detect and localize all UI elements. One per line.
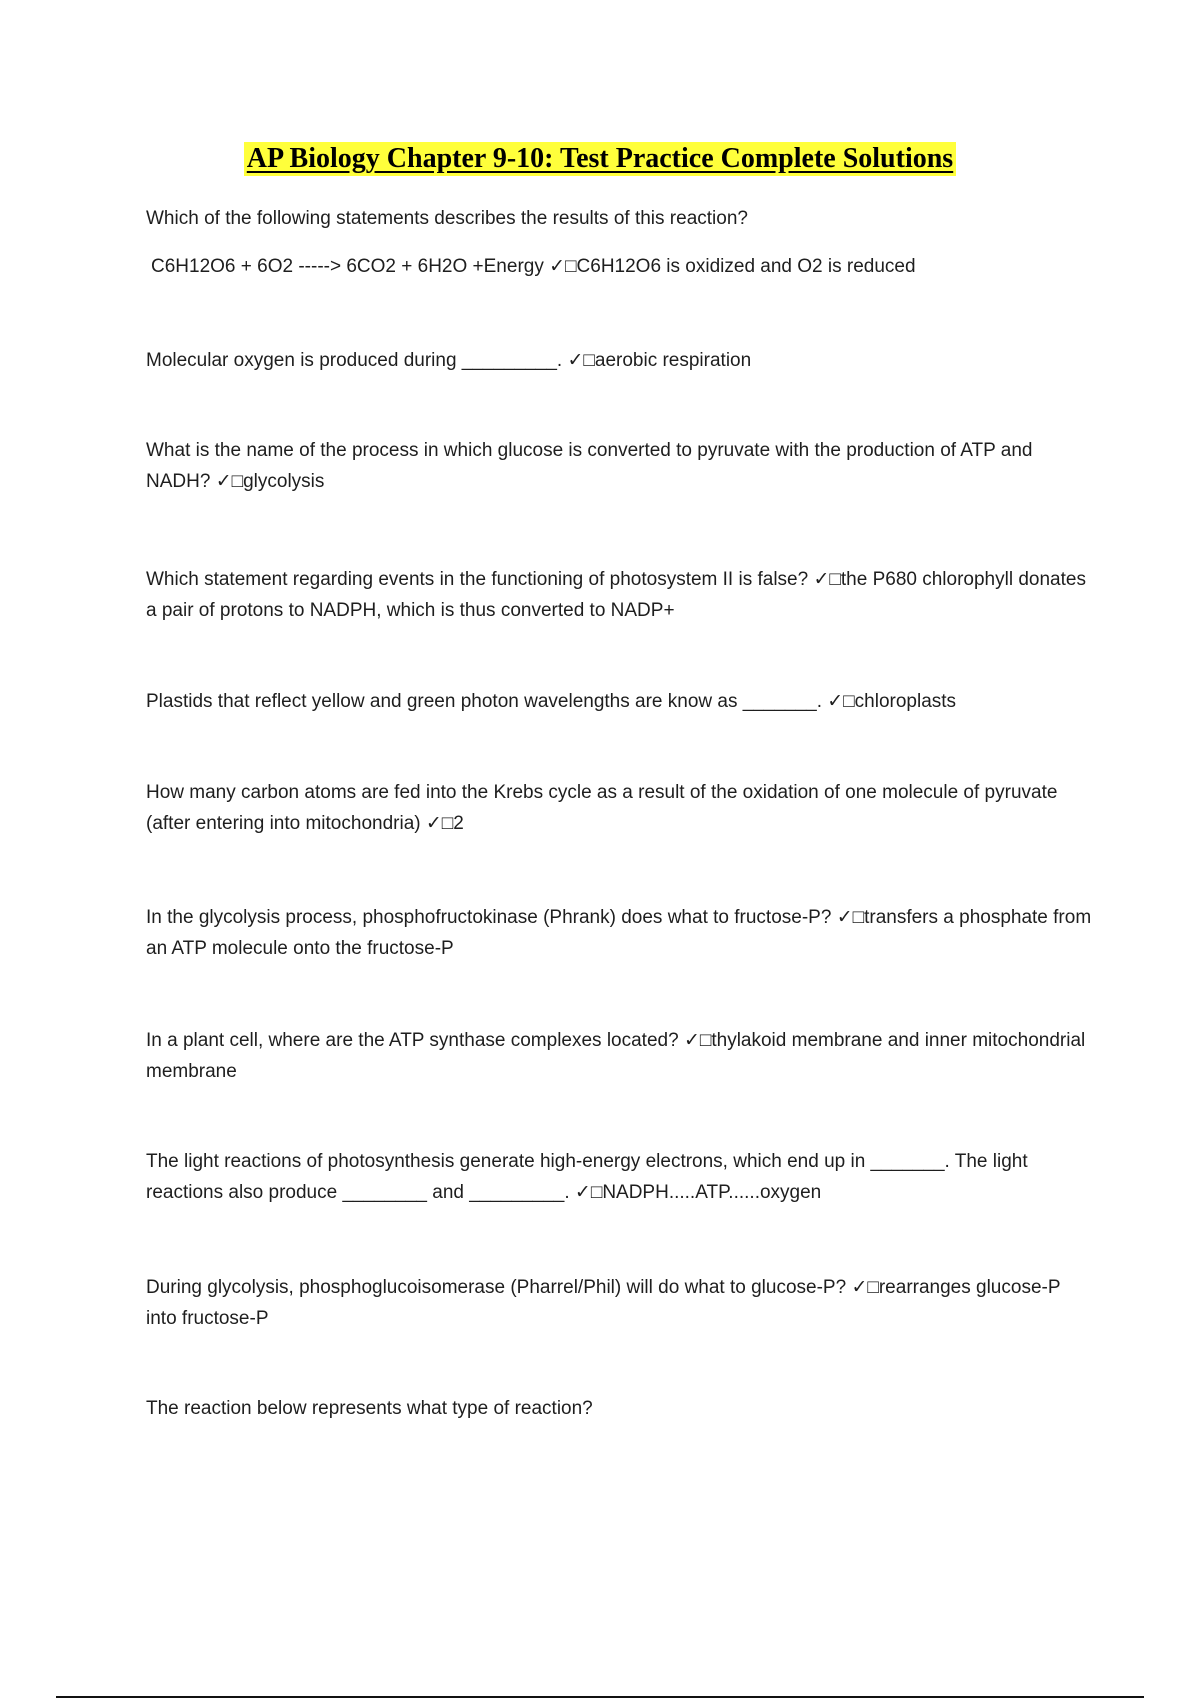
check-mark-icon: ✓□ bbox=[683, 1030, 712, 1051]
qa-item bbox=[146, 777, 1096, 839]
question-text: Which of the following statements describes the results of this reaction? bbox=[146, 208, 748, 229]
check-mark-icon: ✓□ bbox=[574, 1182, 603, 1203]
document-title: AP Biology Chapter 9-10: Test Practice Complete Solutions bbox=[244, 142, 956, 176]
answer-text: 2 bbox=[453, 813, 464, 834]
question-text: During glycolysis, phosphoglucoisomerase (Pharrel/Phil) will do what to glucose-P? bbox=[146, 1277, 847, 1298]
check-mark-icon: ✓□ bbox=[215, 471, 244, 492]
qa-item bbox=[146, 203, 1096, 282]
answer-text: NADPH.....ATP......oxygen bbox=[602, 1182, 822, 1203]
answer-text: C6H12O6 is oxidized and O2 is reduced bbox=[576, 256, 916, 277]
qa-item bbox=[146, 435, 1096, 497]
qa-item bbox=[146, 902, 1096, 964]
question-text: In a plant cell, where are the ATP synthase complexes located? bbox=[146, 1030, 679, 1051]
check-mark-icon: ✓□ bbox=[813, 569, 841, 590]
question-text: How many carbon atoms are fed into the Krebs cycle as a result of the oxidation of one molecule of pyruvate (after entering into mitochondria) bbox=[146, 782, 1058, 834]
qa-item bbox=[146, 564, 1096, 626]
question-text: The reaction below represents what type of reaction? bbox=[146, 1398, 593, 1419]
qa-item bbox=[146, 1393, 1096, 1424]
qa-item bbox=[146, 686, 1096, 717]
question-text: What is the name of the process in which glucose is converted to pyruvate with the production of ATP and NADH? bbox=[146, 440, 1033, 492]
question-text: Which statement regarding events in the functioning of photosystem II is false? bbox=[146, 569, 809, 590]
qa-item bbox=[146, 345, 1096, 376]
question-text: Plastids that reflect yellow and green photon wavelengths are know as _______. bbox=[146, 691, 822, 712]
qa-item bbox=[146, 1025, 1096, 1087]
answer-text: transfers a phosphate from an ATP molecule onto the fructose-P bbox=[146, 907, 1092, 959]
answer-text: the P680 chlorophyll donates a pair of protons to NADPH, which is thus converted to NADP+ bbox=[146, 569, 1086, 621]
answer-text: aerobic respiration bbox=[594, 350, 752, 371]
check-mark-icon: ✓□ bbox=[567, 350, 595, 371]
question-text: Molecular oxygen is produced during _________. bbox=[146, 350, 563, 371]
question-text: The light reactions of photosynthesis generate high-energy electrons, which end up in _______. The light reactions also produce ________ and _________. bbox=[146, 1151, 1028, 1203]
check-mark-icon: ✓□ bbox=[827, 691, 855, 712]
check-mark-icon: ✓□ bbox=[836, 907, 865, 928]
qa-item bbox=[146, 1146, 1096, 1208]
reaction-equation: C6H12O6 + 6O2 -----> 6CO2 + 6H2O +Energy bbox=[151, 256, 544, 277]
page-bottom-rule bbox=[56, 1696, 1144, 1698]
check-mark-icon: ✓□ bbox=[425, 813, 454, 834]
equation-line bbox=[146, 251, 1096, 282]
answer-text: thylakoid membrane and inner mitochondrial membrane bbox=[146, 1030, 1086, 1082]
question-text: In the glycolysis process, phosphofructokinase (Phrank) does what to fructose-P? bbox=[146, 907, 832, 928]
answer-text: chloroplasts bbox=[854, 691, 957, 712]
answer-text: glycolysis bbox=[243, 471, 325, 492]
qa-item bbox=[146, 1272, 1096, 1334]
title-container bbox=[0, 142, 1200, 176]
check-mark-icon: ✓□ bbox=[851, 1277, 879, 1298]
answer-text: rearranges glucose-P into fructose-P bbox=[146, 1277, 1061, 1329]
check-mark-icon: ✓□ bbox=[549, 256, 577, 277]
